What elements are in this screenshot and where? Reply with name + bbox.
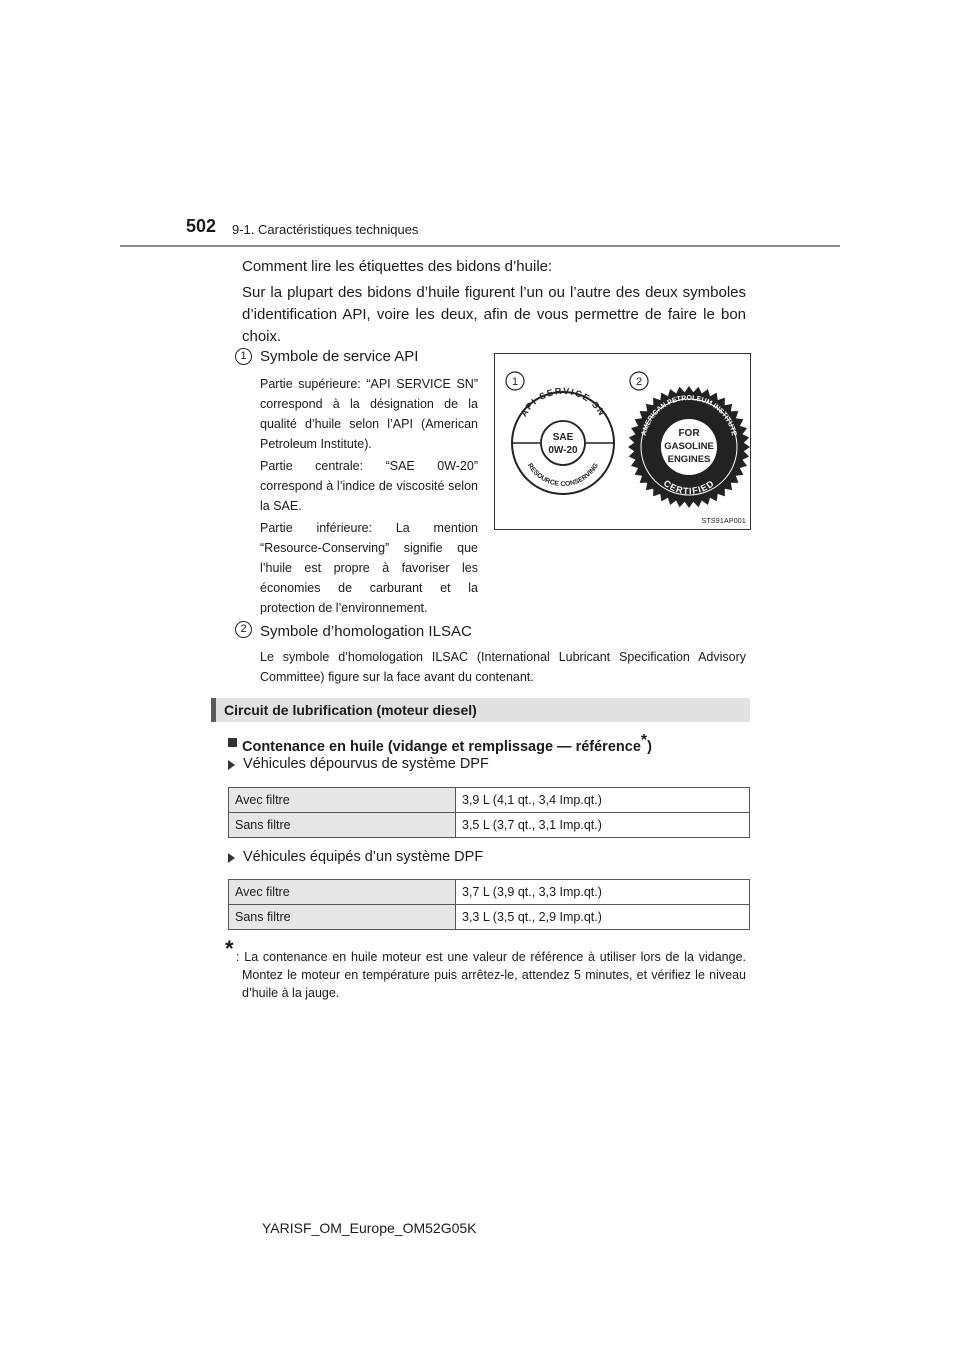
api-top-text: API SERVICE SN (518, 385, 608, 419)
table-cell-label: Avec filtre (229, 880, 456, 905)
figure-label-1 (506, 372, 524, 390)
intro-heading: Comment lire les étiquettes des bidons d’huile: (242, 258, 553, 275)
capacity-heading-text: Contenance en huile (vidange et remplissage — référence (242, 738, 641, 755)
item1-paragraph-center: Partie centrale: “SAE 0W-20” correspond à l’indice de viscosité selon la SAE. (260, 459, 478, 513)
capacity-heading-asterisk: * (640, 732, 648, 749)
capacity-heading-close: ) (647, 738, 652, 755)
table-row (229, 905, 750, 930)
ilsac-bottom-text: CERTIFIED (661, 477, 717, 497)
figure-label-2-text: 2 (635, 376, 643, 388)
triangle-bullet-icon (228, 760, 235, 770)
ilsac-top-text: AMERICAN PETROLEUM INSTITUTE (640, 394, 738, 437)
table-cell-label: Avec filtre (229, 788, 456, 813)
section-banner (211, 698, 750, 722)
table-cell-value: 3,3 L (3,5 qt., 2,9 Imp.qt.) (456, 905, 750, 930)
ilsac-center-engines: ENGINES (667, 454, 711, 465)
footnote-text: : La contenance en huile moteur est une valeur de référence à utiliser lors de la vidange. Montez le moteur en température puis arrêtez-le, attendez 5 minutes, et vérifiez le niveau d’huile à la jauge. (236, 950, 746, 1000)
table-cell-value: 3,5 L (3,7 qt., 3,1 Imp.qt.) (456, 813, 750, 838)
table-row (229, 788, 750, 813)
item1-paragraph-bottom: Partie inférieure: La mention “Resource-Conserving” signifie que l’huile est propre à favoriser les économies de carburant et la protection de l’environnement. (260, 521, 478, 615)
table-cell-value: 3,9 L (4,1 qt., 3,4 Imp.qt.) (456, 788, 750, 813)
subheading-no-dpf: Véhicules dépourvus de système DPF (243, 756, 489, 772)
item2-paragraph: Le symbole d’homologation ILSAC (International Lubricant Specification Advisory Committee) figure sur la face avant du contenant. (260, 650, 746, 684)
figure-label-2 (630, 372, 648, 390)
api-service-symbol (512, 386, 614, 494)
ilsac-center-for: FOR (678, 428, 700, 439)
api-center-viscosity: 0W-20 (548, 445, 578, 456)
footnote-mark: * (225, 936, 234, 961)
banner-accent-bar (211, 698, 216, 722)
square-bullet-icon (228, 738, 237, 747)
figure-code: STS91AP001 (701, 518, 746, 525)
oil-symbols-figure (494, 353, 751, 530)
table-row (229, 880, 750, 905)
subheading-with-dpf: Véhicules équipés d’un système DPF (243, 849, 484, 865)
item2-title: Symbole d’homologation ILSAC (260, 623, 472, 640)
item2-number-badge: 2 (235, 621, 252, 638)
figure-label-1-text: 1 (511, 376, 519, 388)
capacity-table-with-dpf (228, 879, 750, 930)
table-row (229, 813, 750, 838)
table-cell-label: Sans filtre (229, 813, 456, 838)
section-title: 9-1. Caractéristiques techniques (232, 222, 419, 237)
api-bottom-text: RESOURCE CONSERVING (525, 462, 601, 489)
table-cell-label: Sans filtre (229, 905, 456, 930)
header-rule (120, 245, 840, 247)
capacity-heading (242, 732, 652, 755)
table-cell-value: 3,7 L (3,9 qt., 3,3 Imp.qt.) (456, 880, 750, 905)
intro-paragraph: Sur la plupart des bidons d’huile figurent l’un ou l’autre des deux symboles d’identification API, voire les deux, afin de vous permettre de faire le bon choix. (242, 284, 746, 345)
page-number: 502 (186, 216, 217, 236)
oil-symbols-illustration (495, 354, 750, 529)
capacity-table-no-dpf (228, 787, 750, 838)
document-id: YARISF_OM_Europe_OM52G05K (262, 1220, 477, 1236)
triangle-bullet-icon (228, 853, 235, 863)
banner-title: Circuit de lubrification (moteur diesel) (224, 702, 477, 718)
ilsac-certification-symbol (628, 386, 750, 508)
item1-title: Symbole de service API (260, 348, 419, 365)
item1-paragraph-top: Partie supérieure: “API SERVICE SN” correspond à la désignation de la qualité d’huile selon l’API (American Petroleum Institute). (260, 377, 478, 451)
api-center-sae: SAE (552, 432, 574, 443)
item1-number-badge: 1 (235, 348, 252, 365)
ilsac-center-gasoline: GASOLINE (664, 441, 714, 452)
